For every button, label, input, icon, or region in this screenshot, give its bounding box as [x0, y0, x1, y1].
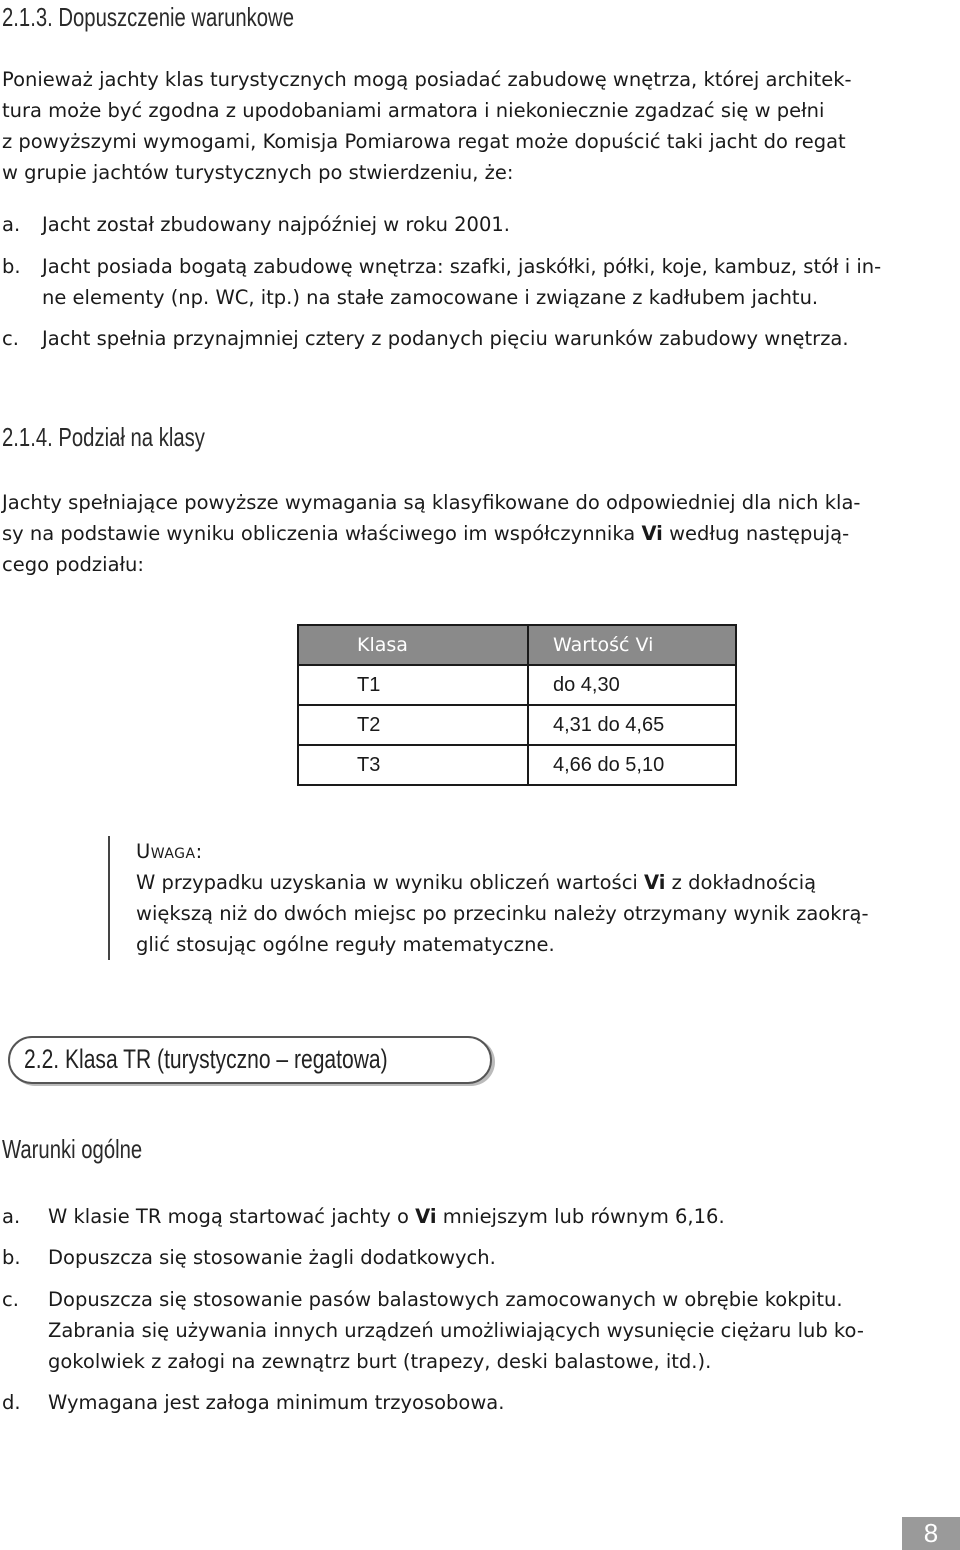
- list-letter: a.: [2, 1205, 21, 1228]
- intro-line: w grupie jachtów turystycznych po stwierdzeniu, że:: [2, 161, 514, 184]
- note-line: glić stosując ogólne reguły matematyczne.: [136, 933, 555, 956]
- list-item-text: Jacht posiada bogatą zabudowę wnętrza: szafki, jaskółki, półki, koje, kambuz, stół i in-: [42, 255, 882, 278]
- note-line: większą niż do dwóch miejsc po przecinku należy otrzymany wynik zaokrą-: [136, 902, 869, 925]
- note-text: z dokładnością: [665, 871, 817, 894]
- list-letter: c.: [2, 1288, 19, 1311]
- section-heading-214: 2.1.4. Podział na klasy: [2, 422, 205, 452]
- list-item-text: [48, 1201, 725, 1232]
- note-label: Uwaga:: [136, 840, 203, 863]
- class-table: [297, 624, 737, 786]
- vi-symbol: Vi: [641, 522, 663, 545]
- list-letter: b.: [2, 255, 21, 278]
- note-box: [108, 836, 960, 960]
- intro-text: sy na podstawie wyniku obliczenia właściwego im współczynnika: [2, 522, 642, 545]
- table-cell: T3: [298, 745, 528, 785]
- list-item-text: Jacht spełnia przynajmniej cztery z podanych pięciu warunków zabudowy wnętrza.: [42, 327, 849, 350]
- intro-line: tura może być zgodna z upodobaniami armatora i niekoniecznie zgadzać się w pełni: [2, 99, 825, 122]
- list-letter: c.: [2, 327, 19, 350]
- list-item-text: Dopuszcza się stosowanie żagli dodatkowych.: [48, 1246, 496, 1269]
- list-letter: a.: [2, 213, 21, 236]
- subheading-warunki: Warunki ogólne: [2, 1134, 143, 1164]
- list-item-text: ne elementy (np. WC, itp.) na stałe zamocowane i związane z kadłubem jachtu.: [42, 286, 819, 309]
- note-text: W przypadku uzyskania w wyniku obliczeń wartości: [136, 871, 645, 894]
- page-number: 8: [902, 1517, 960, 1550]
- table-cell: T2: [298, 705, 528, 745]
- list-letter: b.: [2, 1246, 21, 1269]
- list-item-text: gokolwiek z załogi na zewnątrz burt (trapezy, deski balastowe, itd.).: [48, 1350, 712, 1373]
- intro-line: z powyższymi wymogami, Komisja Pomiarowa regat może dopuścić taki jacht do regat: [2, 130, 846, 153]
- list-item-text: Zabrania się używania innych urządzeń umożliwiających wysunięcie ciężaru lub ko-: [48, 1319, 864, 1342]
- vi-symbol: Vi: [644, 871, 666, 894]
- intro-text: według następują-: [662, 522, 850, 545]
- section-213-intro: [2, 64, 938, 188]
- list-text: W klasie TR mogą startować jachty o: [48, 1205, 416, 1228]
- intro-line: Ponieważ jachty klas turystycznych mogą posiadać zabudowę wnętrza, której architek-: [2, 68, 852, 91]
- intro-line: cego podziału:: [2, 553, 144, 576]
- intro-line: Jachty spełniające powyższe wymagania są klasyfikowane do odpowiedniej dla nich kla-: [2, 491, 861, 514]
- table-cell: do 4,30: [528, 665, 736, 705]
- table-row: [298, 705, 736, 745]
- table-header-row: [298, 625, 736, 665]
- list-letter: d.: [2, 1391, 21, 1414]
- table-cell: 4,31 do 4,65: [528, 705, 736, 745]
- table-row: [298, 745, 736, 785]
- table-row: [298, 665, 736, 705]
- section-heading-22: 2.2. Klasa TR (turystyczno – regatowa): [24, 1044, 388, 1074]
- list-item-text: Jacht został zbudowany najpóźniej w roku 2001.: [42, 213, 510, 236]
- section-heading-22-frame: [8, 1036, 492, 1084]
- section-214-intro: [2, 487, 938, 580]
- note-line: [136, 867, 960, 898]
- vi-symbol: Vi: [415, 1205, 437, 1228]
- table-header-wartosc: Wartość Vi: [528, 625, 736, 665]
- table-header-klasa: Klasa: [298, 625, 528, 665]
- section-heading-213: 2.1.3. Dopuszczenie warunkowe: [2, 2, 294, 32]
- list-text: mniejszym lub równym 6,16.: [436, 1205, 725, 1228]
- list-item-text: Wymagana jest załoga minimum trzyosobowa.: [48, 1391, 505, 1414]
- intro-line: [2, 518, 938, 549]
- table-cell: 4,66 do 5,10: [528, 745, 736, 785]
- list-item-text: Dopuszcza się stosowanie pasów balastowych zamocowanych w obrębie kokpitu.: [48, 1288, 843, 1311]
- table-cell: T1: [298, 665, 528, 705]
